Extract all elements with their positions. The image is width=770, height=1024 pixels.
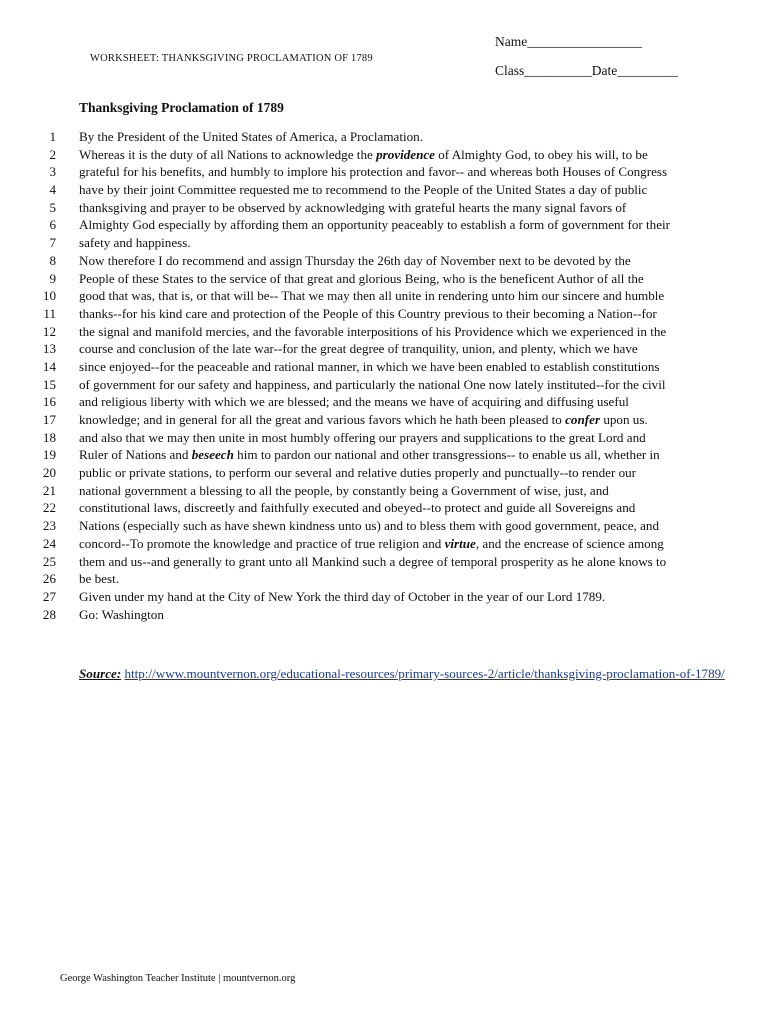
text-line <box>0 324 770 342</box>
line-text-segment: Whereas it is the duty of all Nations to acknowledge the <box>79 146 377 162</box>
line-text-segment: concord--To promote the knowledge and practice of true religion and <box>79 535 445 551</box>
line-number: 22 <box>42 500 56 516</box>
document-title: Thanksgiving Proclamation of 1789 <box>79 100 284 115</box>
line-text: thanksgiving and prayer to be observed by acknowledging with grateful hearts the many signal favors of <box>79 199 627 215</box>
source-label: Source: <box>79 666 122 681</box>
text-line <box>0 571 770 589</box>
line-number: 28 <box>42 606 56 622</box>
line-text <box>79 536 664 552</box>
line-text: good that was, that is, or that will be-- That we may then all unite in rendering unto him our sincere and humble <box>79 288 665 304</box>
text-line <box>0 182 770 200</box>
class-date-field: Class__________Date_________ <box>495 63 678 78</box>
emphasized-word: beseech <box>191 447 234 463</box>
text-line <box>0 554 770 572</box>
line-text: safety and happiness. <box>79 235 191 251</box>
line-text-segment: him to pardon our national and other transgressions-- to enable us all, whether in <box>233 447 660 463</box>
line-number: 23 <box>42 518 56 534</box>
line-number: 13 <box>42 341 56 357</box>
line-text-segment: , and the encrease of science among <box>475 535 664 551</box>
line-text: of government for our safety and happiness, and particularly the national One now lately instituted--for the civil <box>79 376 666 392</box>
line-text: the signal and manifold mercies, and the favorable interpositions of his Providence which we experienced in the <box>79 323 667 339</box>
line-number: 11 <box>43 305 56 321</box>
proclamation-text <box>0 129 770 624</box>
text-line <box>0 341 770 359</box>
text-line <box>0 288 770 306</box>
text-line <box>0 430 770 448</box>
text-line <box>0 589 770 607</box>
text-line <box>0 164 770 182</box>
line-text: Nations (especially such as have shewn kindness unto us) and to bless them with good government, peace, and <box>79 518 659 534</box>
line-text: since enjoyed--for the peaceable and rational manner, in which we have been enabled to establish constitutions <box>79 358 660 374</box>
line-number: 7 <box>49 235 56 251</box>
text-line <box>0 377 770 395</box>
text-line <box>0 235 770 253</box>
line-number: 3 <box>49 164 56 180</box>
line-text-segment: Ruler of Nations and <box>79 447 192 463</box>
worksheet-title: WORKSHEET: THANKSGIVING PROCLAMATION OF 1789 <box>90 53 373 64</box>
line-number: 1 <box>49 129 56 144</box>
line-number: 20 <box>42 465 56 481</box>
emphasized-word: virtue <box>444 535 476 551</box>
line-text: public or private stations, to perform our several and relative duties properly and punctually--to render our <box>79 465 637 481</box>
line-number: 10 <box>42 288 56 304</box>
text-line <box>0 217 770 235</box>
line-text: Now therefore I do recommend and assign Thursday the 26th day of November next to be devoted by the <box>79 252 631 268</box>
text-line <box>0 147 770 165</box>
line-number: 6 <box>49 217 56 233</box>
line-text-segment: upon us. <box>600 412 648 427</box>
line-text: be best. <box>79 571 119 587</box>
line-text: and also that we may then unite in most humbly offering our prayers and supplications to the great Lord and <box>79 429 646 445</box>
line-text: Given under my hand at the City of New York the third day of October in the year of our Lord 1789. <box>79 588 606 604</box>
line-number: 24 <box>42 535 56 551</box>
line-text: By the President of the United States of America, a Proclamation. <box>79 129 423 144</box>
text-line <box>0 271 770 289</box>
text-line <box>0 306 770 324</box>
line-text: have by their joint Committee requested me to recommend to the People of the United States a day of public <box>79 182 648 198</box>
line-text: and religious liberty with which we are blessed; and the means we have of acquiring and diffusing useful <box>79 394 629 410</box>
line-number: 9 <box>49 270 56 286</box>
line-number: 4 <box>49 182 56 198</box>
emphasized-word: providence <box>376 146 435 162</box>
line-text: thanks--for his kind care and protection of the People of this Country previous to their becoming a Nation--for <box>79 305 657 321</box>
line-text: national government a blessing to all the people, by constantly being a Government of wise, just, and <box>79 482 609 498</box>
line-text: grateful for his benefits, and humbly to implore his protection and favor-- and whereas both Houses of Congress <box>79 164 668 180</box>
text-line <box>0 253 770 271</box>
line-number: 14 <box>42 358 56 374</box>
line-number: 19 <box>42 447 56 463</box>
line-text-segment: of Almighty God, to obey his will, to be <box>434 146 648 162</box>
line-text-segment: knowledge; and in general for all the great and various favors which he hath been pleased to <box>79 412 566 427</box>
line-number: 16 <box>42 394 56 410</box>
line-text: constitutional laws, discreetly and faithfully executed and obeyed--to protect and guide all Sovereigns and <box>79 500 636 516</box>
line-number: 21 <box>42 482 56 498</box>
text-line <box>0 483 770 501</box>
text-line <box>0 500 770 518</box>
line-text <box>79 412 648 428</box>
line-text: course and conclusion of the late war--for the great degree of tranquility, union, and plenty, which we have <box>79 341 638 357</box>
text-line <box>0 536 770 554</box>
line-number: 27 <box>42 588 56 604</box>
text-line <box>0 200 770 218</box>
text-line <box>0 412 770 430</box>
line-text <box>79 147 648 163</box>
line-number: 25 <box>42 553 56 569</box>
line-text: Almighty God especially by affording them an opportunity peaceably to establish a form of government for their <box>79 217 671 233</box>
text-line <box>0 465 770 483</box>
name-field: Name_________________ <box>495 34 642 49</box>
line-text <box>79 447 660 463</box>
line-text: People of these States to the service of that great and glorious Being, who is the beneficent Author of all the <box>79 270 644 286</box>
line-number: 12 <box>42 323 56 339</box>
line-text: Go: Washington <box>79 606 164 622</box>
line-number: 26 <box>42 571 56 587</box>
emphasized-word: confer <box>565 412 601 427</box>
line-number: 15 <box>42 376 56 392</box>
source-citation <box>79 665 729 683</box>
line-number: 17 <box>42 412 56 427</box>
text-line <box>0 359 770 377</box>
text-line <box>0 518 770 536</box>
line-number: 18 <box>42 429 56 445</box>
line-number: 5 <box>49 199 56 215</box>
line-text: them and us--and generally to grant unto all Mankind such a degree of temporal prosperity as he alone knows to <box>79 553 667 569</box>
page-footer: George Washington Teacher Institute | mountvernon.org <box>60 973 296 984</box>
text-line <box>0 394 770 412</box>
text-line <box>0 607 770 625</box>
source-link[interactable]: http://www.mountvernon.org/educational-resources/primary-sources-2/article/thanksgiving-proclamation-of-1789/ <box>124 666 725 681</box>
text-line <box>0 129 770 147</box>
line-number: 8 <box>49 252 56 268</box>
text-line <box>0 447 770 465</box>
line-number: 2 <box>49 146 56 162</box>
